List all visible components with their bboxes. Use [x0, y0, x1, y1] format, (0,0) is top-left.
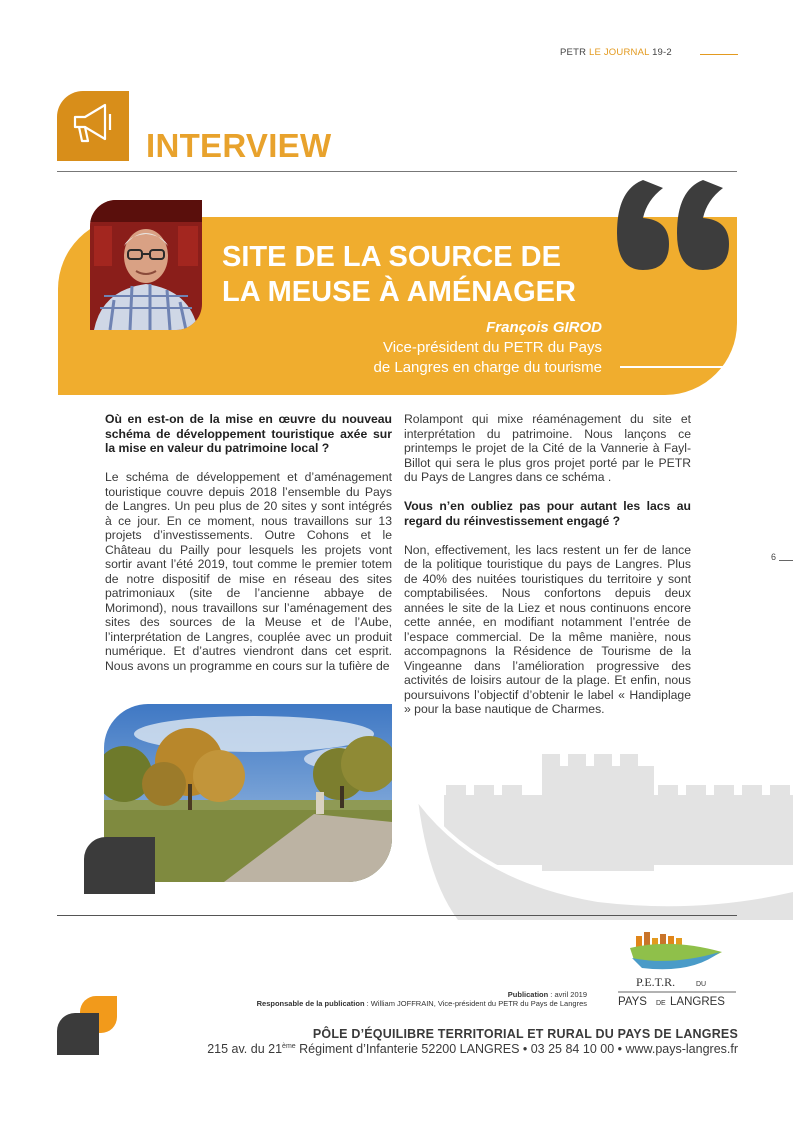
author-name: François GIROD — [486, 319, 602, 336]
footer-address — [150, 1042, 738, 1056]
megaphone-icon — [57, 91, 129, 161]
petr-logo — [612, 930, 738, 1010]
header-rule — [700, 54, 738, 55]
answer-1: Le schéma de développement et d’aménagement touristique couvre depuis 2018 l’ensemble du Pays de Langres. Un peu plus de 20 sites y sont intégrés à ce jour. En ce moment, nous travaillons sur 13 projets d’investissements. Outre Cohons et le Château du Pailly pour lesquels les projets vont sortir avant l’été 2019, tout comme le premier totem de notre dispositif de mise en réseau des sites patrimoniaux (site de l’ancienne abbaye de Morimond), nous travaillons sur l’aménagement des sites des sources de la Meuse et de l’Aube, l’interprétation de Langres, couplée avec un produit numérique. Et d’autres viendront dans cet esprit. Nous avons un programme en cours sur la tufière de — [105, 470, 392, 673]
address-sup: ème — [282, 1042, 296, 1050]
responsible-label: Responsable de la publication — [256, 999, 365, 1008]
address-post: Régiment d’Infanterie 52200 LANGRES • 03 25 84 10 00 • www.pays-langres.fr — [295, 1042, 738, 1056]
publication-responsible — [150, 999, 587, 1008]
article-title — [222, 240, 642, 310]
publication-value: : avril 2019 — [548, 990, 587, 999]
author-role-line1: Vice-président du PETR du Pays — [382, 339, 602, 356]
section-divider — [57, 171, 737, 172]
footer-dark-shape — [57, 1013, 99, 1055]
logo-petr: P.E.T.R. — [636, 975, 676, 989]
header-journal-name: LE JOURNAL — [588, 47, 650, 58]
header-prefix: PETR — [560, 47, 587, 58]
page-number-rule — [779, 560, 793, 561]
question-1: Où en est-on de la mise en œuvre du nouveau schéma de développement touristique axée sur la mise en valeur du patrimoine local ? — [105, 412, 392, 455]
footer-divider — [57, 915, 737, 916]
footer-organization: PÔLE D’ÉQUILIBRE TERRITORIAL ET RURAL DU PAYS DE LANGRES — [312, 1027, 738, 1041]
publication-date — [300, 990, 587, 999]
responsible-value: : William JOFFRAIN, Vice-président du PETR du Pays de Langres — [364, 999, 587, 1008]
castle-watermark-icon — [418, 740, 793, 920]
logo-langres: LANGRES — [670, 996, 725, 1008]
author-role-line2: de Langres en charge du tourisme — [373, 359, 602, 376]
article-column-left — [105, 412, 392, 688]
article-title-line1: SITE DE LA SOURCE DE — [222, 241, 561, 273]
logo-pays: PAYS — [618, 996, 647, 1008]
article-column-right — [404, 412, 691, 731]
logo-du: DU — [696, 981, 707, 988]
article-title-line2: LA MEUSE À AMÉNAGER — [222, 276, 576, 308]
journal-header — [560, 47, 672, 58]
byline-rule — [620, 366, 735, 368]
answer-2: Non, effectivement, les lacs restent un fer de lance de la politique touristique du pays de Langres. Plus de 40% des nuitées touristiques du territoire y sont comptabilisées. Nous confortons depuis deux années le site de la Liez et nous continuons encore cette année, en modifiant notamment l’entrée de l’espace commercial. De la même manière, nous accompagnons la Résidence de Tourisme de la Vingeanne dans l’amélioration progressive des activités de loisirs autour de la plage. Et enfin, nous poursuivons l’objectif d’obtenir le label « Handiplage » pour la base nautique de Charmes. — [404, 542, 691, 716]
section-title: INTERVIEW — [146, 127, 332, 164]
header-issue: 19-2 — [652, 47, 672, 58]
question-2: Vous n’en oubliez pas pour autant les lacs au regard du réinvestissement engagé ? — [404, 499, 691, 528]
page-number: 6 — [771, 552, 777, 562]
decorative-square — [84, 837, 155, 894]
section-icon-box — [57, 91, 129, 161]
address-pre: 215 av. du 21 — [207, 1042, 283, 1056]
author-photo — [90, 200, 202, 330]
publication-label: Publication — [507, 990, 549, 999]
answer-1-continued: Rolampont qui mixe réaménagement du site et interprétation du patrimoine. Nous lançons ce printemps le projet de la Cité de la Vannerie à Fayl-Billot qui sera le plus gros projet porté par le PETR du Pays de Langres dans ce schéma . — [404, 412, 691, 484]
author-byline — [280, 318, 602, 378]
logo-de: DE — [656, 1000, 666, 1007]
